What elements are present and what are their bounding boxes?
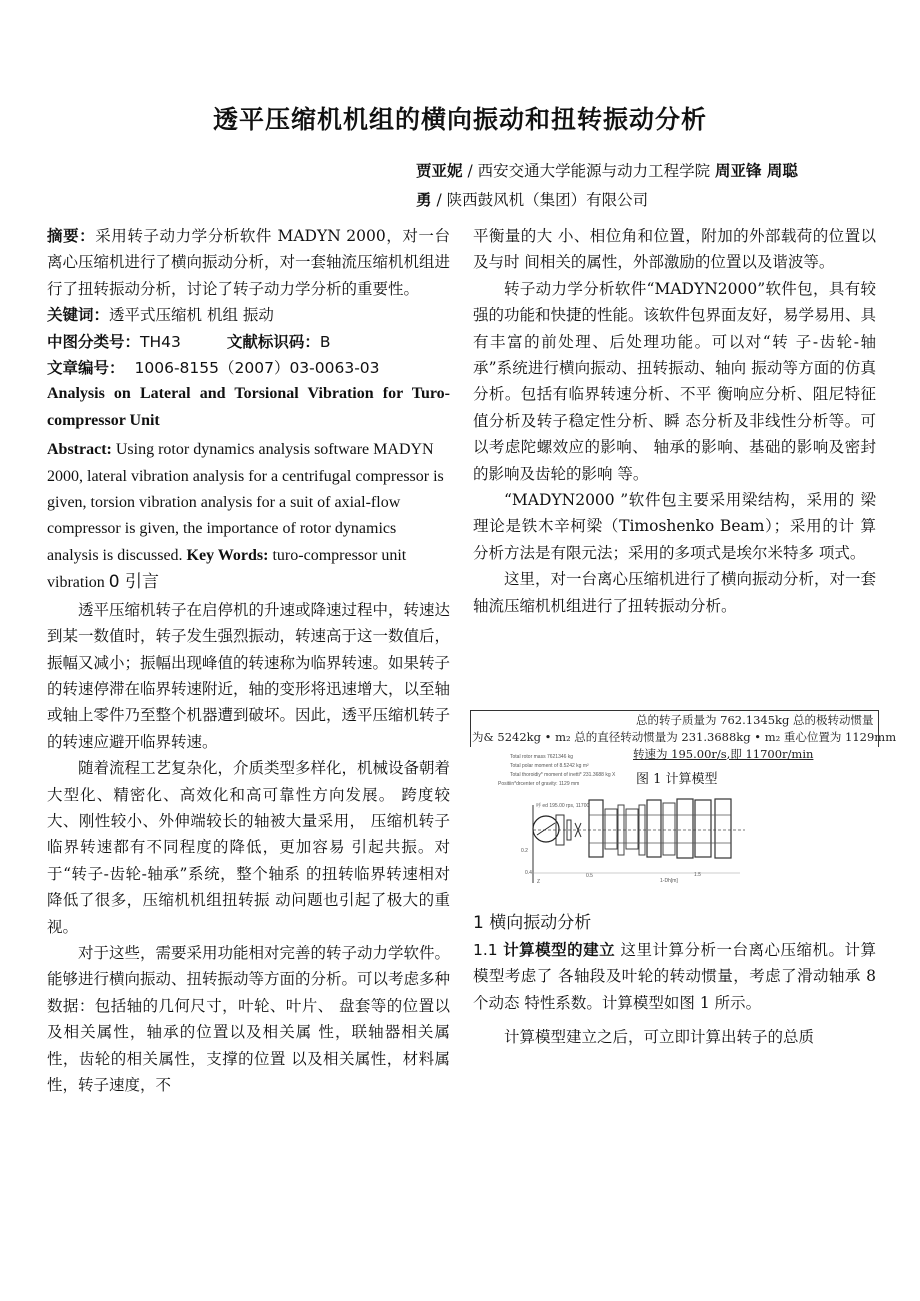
section-heading-1: 1 横向振动分析 (473, 913, 592, 933)
paragraph: “MADYN2000 ”软件包主要采用梁结构，采用的 梁理论是铁木辛柯梁（Timoshenko Beam）；采用的计 算分析方法是有限元法；采用的多项式是埃尔米特多 项式。 (473, 491, 876, 562)
abstract-label: 摘要： (47, 227, 96, 245)
figure-info-line: 为& 5242kg • m₂ 总的直径转动惯量为 231.3688kg • m₂ 重心位置为 1129mm (472, 730, 897, 744)
keywords-cn (47, 302, 450, 328)
axis-tick: Z (537, 879, 541, 885)
figure-label: Total rotor mass 7621346 kg (510, 754, 574, 760)
article-number-label: 文章编号： (47, 359, 125, 378)
paragraph: 转子动力学分析软件“MADYN2000”软件包，具有较强的功能和快捷的性能。该软件包界面友好，易学易用、具有丰富的前处理、后处理功能。可以对“转 子-齿轮-轴承”系统进行横向振动、扭转振动、轴向 振动等方面的仿真分析。包括有临界转速分析、不平 衡响应分析、阻尼特征值分析及转子稳定性分析、瞬 态分析及非线性分析等。可以考虑陀螺效应的影响、 轴承的影响、基础的影响及密封的影响及齿轮的影响 等。 (473, 279, 877, 483)
axis-tick: 0.2 (521, 848, 528, 854)
paragraph: 这里，对一台离心压缩机进行了横向振动分析，对一套轴流压缩机机组进行了扭转振动分析。 (473, 570, 877, 615)
en-abstract-text: Using rotor dynamics analysis software MADYN 2000, lateral vibration analysis for a centrifugal compressor is given, torsion vibration analysis for a suit of axial-flow compressor is given, the importance of rotor dynamics analysis is discussed. (47, 441, 444, 564)
figure-label: 呼 ed 195.00 rps, 11700 (536, 803, 590, 809)
english-title: Analysis on Lateral and Torsional Vibration for Turo-compressor Unit (47, 385, 450, 429)
disc-block (695, 800, 711, 857)
paragraph: 透平压缩机转子在启停机的升速或降速过程中，转速达到某一数值时，转子发生强烈振动，转速高于这一数值后，振幅又减小；振幅出现峰值的转速称为临界转速。如果转子的转速停滞在临界转速附近，轴的变形将迅速增大，以至轴或轴上零件乃至整个机器遭到破坏。因此，透平压缩机转子的转速应避开临界转速。 (47, 600, 451, 751)
disc-block (647, 800, 661, 857)
paragraph: 平衡量的大 小、相位角和位置，附加的外部载荷的位置以及与时 间相关的属性，外部激励的位置以及谐波等。 (473, 227, 876, 272)
figure-info-line: 总的转子质量为 762.1345kg 总的极转动惯量 (636, 713, 874, 727)
subsection-1-1 (473, 937, 876, 1016)
axis-tick: 0.4 (525, 870, 532, 876)
clc-value: TH43 (140, 332, 181, 351)
abstract-cn (47, 223, 450, 302)
section-heading-intro: 0 引言 (108, 572, 159, 593)
article-number-value: 1006-8155（2007）03-0063-03 (134, 359, 380, 378)
classification (47, 329, 450, 355)
disc-block (589, 800, 603, 857)
figure-label: Positiin*drcenter of gravity: 1129 mm (498, 781, 580, 787)
author-line (416, 157, 864, 215)
paragraph: 计算模型建立之后，可立即计算出转子的总质 (504, 1028, 815, 1047)
axis-tick: 0.5 (586, 873, 593, 879)
figure-info-line: 转速为 195.00r/s,即 11700r/min (633, 747, 814, 761)
right-column-lower (473, 909, 876, 1051)
keywords-label: 关键词： (47, 306, 110, 325)
doc-code-value: B (319, 332, 331, 351)
en-keywords-label: Key Words: (186, 546, 269, 564)
disc-block (677, 799, 693, 858)
article-number (47, 355, 450, 381)
affiliation: / 西安交通大学能源与动力工程学院 (462, 162, 716, 180)
right-column (473, 223, 876, 619)
axis-tick: 1.5 (694, 872, 701, 878)
rotor-model-drawing (505, 795, 755, 890)
keywords-text: 透平式压缩机 机组 振动 (109, 306, 274, 325)
subsection-text: 这里计算分析一台离心压缩机。计算模型考虑了 各轴段及叶轮的转动惯量，考虑了滑动轴承 8 个动态 特性系数。计算模型如图 1 所示。 (473, 941, 876, 1012)
english-abstract (47, 437, 450, 596)
en-abstract-label: Abstract: (47, 441, 112, 459)
page-title: 透平压缩机机组的横向振动和扭转振动分析 (212, 105, 707, 134)
subsection-number: 1.1 (473, 941, 504, 959)
author-name: 周亚锋 周聪 (715, 162, 798, 180)
axis-label: 1-Dh[m] (660, 878, 678, 884)
en-keywords-text: turo-compressor unit vibration (47, 546, 407, 592)
figure-label: Total thoroidiy* moment of inetti* 231.3688 kg X (510, 772, 616, 778)
figure-label: Total polar moment of 8.5242 kg m² (510, 763, 589, 769)
subsection-title: 计算模型的建立 (503, 941, 616, 959)
author-name: 勇 (416, 191, 432, 209)
doc-code-label: 文献标识码： (226, 332, 320, 351)
paragraph: 对于这些，需要采用功能相对完善的转子动力学软件。能够进行横向振动、扭转振动等方面的分析。可以考虑多种数据：包括轴的几何尺寸，叶轮、叶片、 盘套等的位置以及相关属性，轴承的位置以及相关属 性，联轴器相关属性，齿轮的相关属性，支撑的位置 以及相关属性，材料属性，转子速度，不 (47, 943, 451, 1094)
abstract-text: 采用转子动力学分析软件 MADYN 2000，对一台离心压缩机进行了横向振动分析，对一套轴流压缩机机组进行了扭转振动分析，讨论了转子动力学分析的重要性。 (47, 227, 451, 298)
left-column (47, 223, 450, 1098)
author-name: 贾亚妮 (416, 162, 463, 180)
figure-caption: 图 1 计算模型 (636, 772, 718, 787)
paragraph: 随着流程工艺复杂化，介质类型多样化，机械设备朝着大型化、精密化、高效化和高可靠性方向发展。 跨度较大、刚性较小、外伸端较长的轴被大量采用， 压缩机转子临界转速都有不同程度的降低，更加容易 引起共振。对于“转子-齿轮-轴承”系统，整个轴系 的扭转临界转速相对降低了很多，压缩机机组扭转振 动问题也引起了极大的重视。 (47, 759, 451, 936)
affiliation: / 陕西鼓风机（集团）有限公司 (431, 191, 649, 209)
disc-block (715, 799, 731, 858)
clc-label: 中图分类号： (47, 332, 141, 351)
